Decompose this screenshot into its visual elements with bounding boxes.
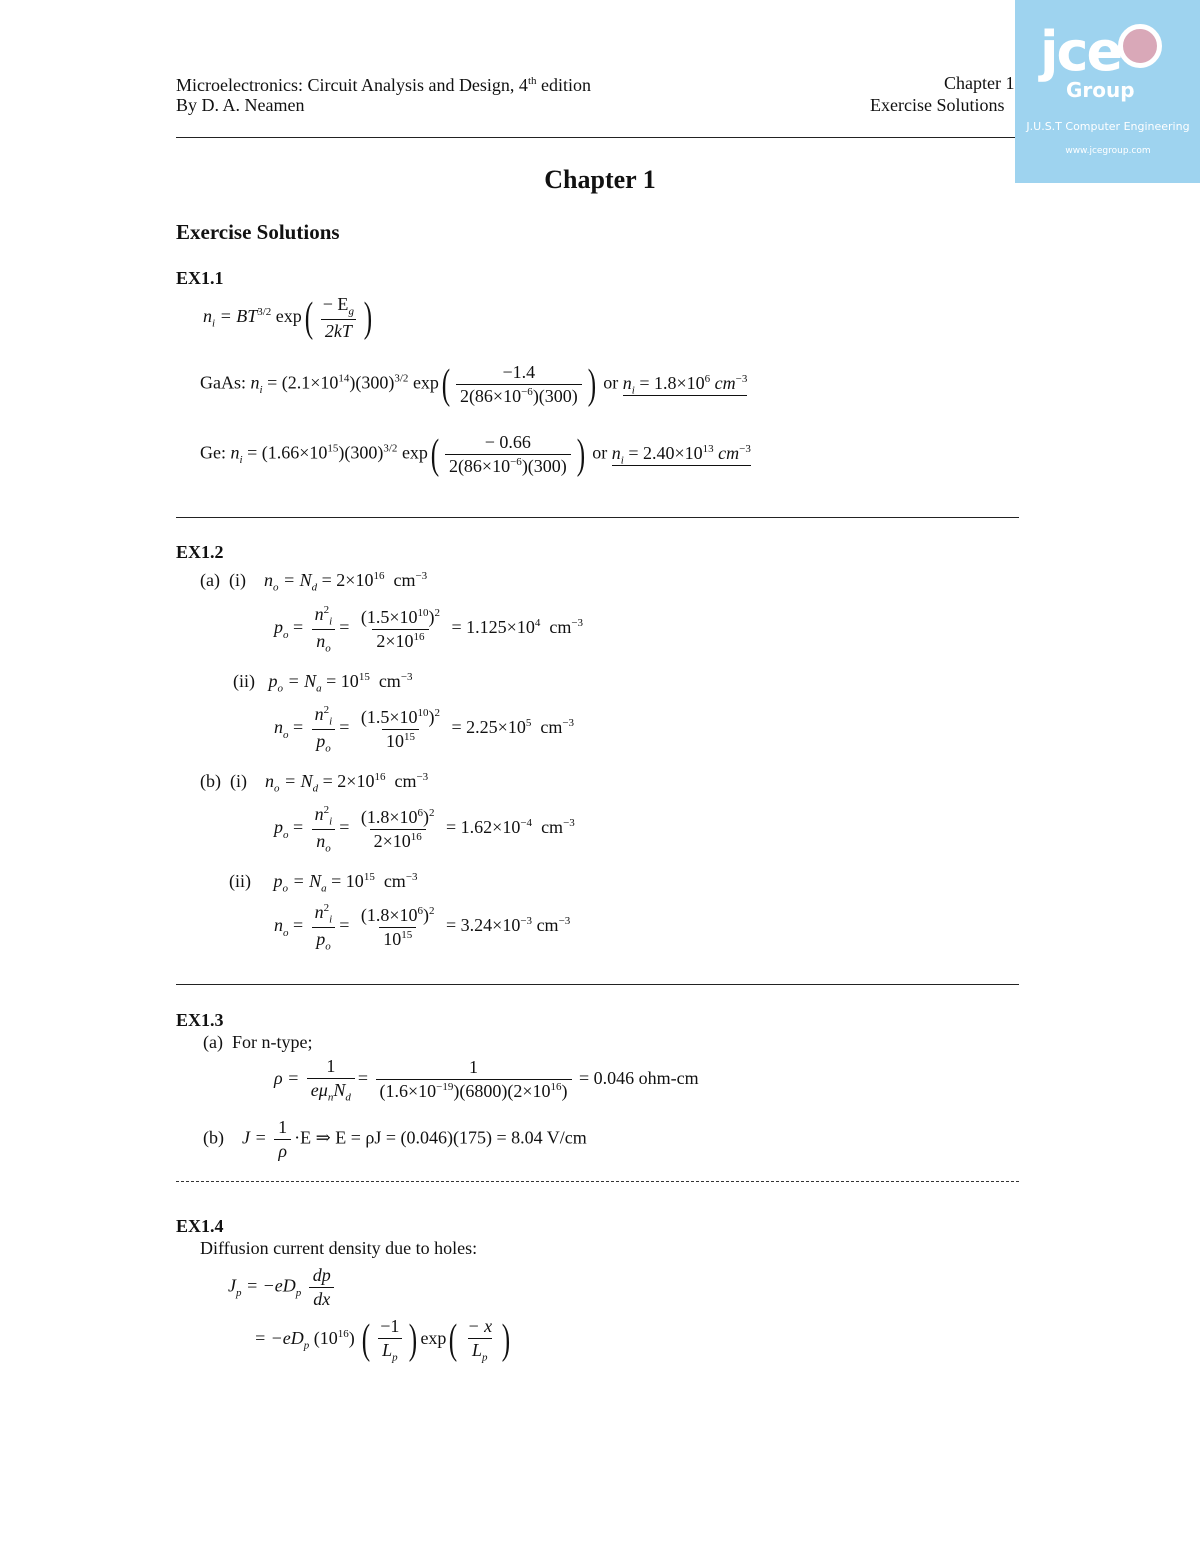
ex14-label: EX1.4	[176, 1216, 224, 1236]
ex12-a-ii-line1: (ii) $p_o = N_a = 10^{15}$ $cm^{-3}$	[233, 671, 413, 695]
ex13-a-text: (a) For n-type;	[203, 1032, 313, 1052]
divider-ex12	[176, 984, 1019, 985]
page-title: Chapter 1	[544, 165, 656, 194]
book-title: Microelectronics: Circuit Analysis and Design, 4th edition	[176, 75, 591, 95]
divider-ex11	[176, 517, 1019, 518]
section-label: Exercise Solutions	[870, 95, 1005, 115]
ex12-b-ii-line2: $n_o$ = $\frac{n^2_i}{p_o}$ = $\frac{(1.8\times 10^6)^2}{10^{15}}$ = $3.24\times 10^{-3}$ $cm^{-3}$	[274, 902, 571, 953]
ex12-b-i-line1: (b) (i) $n_o = N_d = 2\times 10^{16}$ $cm^{-3}$	[200, 771, 429, 795]
logo-subtitle: J.U.S.T Computer Engineering	[1026, 120, 1190, 133]
section-title: Exercise Solutions	[176, 220, 340, 244]
ex12-a-i-line2: $p_o$ = $\frac{n^2_i}{n_o}$ = $\frac{(1.5\times 10^{10})^2}{2\times 10^{16}}$ = $1.125\times 10^4$ $cm^{-3}$	[274, 604, 584, 655]
divider-ex13	[176, 1181, 1019, 1182]
ex13-b: (b) J = $\frac{1}{\rho}$ ·E ⇒ E = ρJ = (0.046)(175) = 8.04 V/cm	[203, 1117, 587, 1161]
ex14-eq2: = $-eD_p$ $(10^{16})$ ( $\frac{-1}{L_p}$ ) exp( $\frac{- x}{L_p}$ )	[254, 1316, 511, 1364]
logo-mark: jce	[1040, 20, 1122, 83]
author: By D. A. Neamen	[176, 95, 305, 115]
ex12-label: EX1.2	[176, 542, 224, 562]
ex12-a-i-line1: (a) (i) $n_o = N_d = 2\times 10^{16}$ $cm^{-3}$	[200, 570, 428, 594]
ex11-ge: Ge: $n_i = (1.66\times 10^{15})(300)^{3/2}$ exp( $\frac{- 0.66}{2(86\times 10^{-6})(300)}$ ) or $n_i = 2.40\times 10^{13}$ $cm^{-3}$	[200, 431, 751, 478]
chapter-label: Chapter 1	[944, 73, 1015, 93]
ex12-a-ii-line2: $n_o$ = $\frac{n^2_i}{p_o}$ = $\frac{(1.5\times 10^{10})^2}{10^{15}}$ = $2.25\times 10^5$ $cm^{-3}$	[274, 704, 575, 755]
ex12-b-i-line2: $p_o$ = $\frac{n^2_i}{n_o}$ = $\frac{(1.8\times 10^6)^2}{2\times 10^{16}}$ = $1.62\times 10^{-4}$ $cm^{-3}$	[274, 804, 575, 855]
ex11-gaas: GaAs: $n_i = (2.1\times 10^{14})(300)^{3/2}$ exp( $\frac{-1.4}{2(86\times 10^{-6})(300)}$ ) or $n_i = 1.8\times 10^6$ $cm^{-3}$	[200, 361, 748, 408]
logo-url: www.jcegroup.com	[1065, 146, 1151, 156]
ex13-label: EX1.3	[176, 1010, 224, 1030]
ex13-rho: ρ = $\frac{1}{e\mu_nN_d}$ = $\frac{1}{(1.6\times 10^{-19})(6800)(2\times 10^{16})}$ = 0.046 ohm-cm	[274, 1056, 699, 1104]
logo-emblem-icon	[1118, 24, 1162, 68]
logo-group-text: Group	[1066, 78, 1135, 102]
ex14-eq1: $J_p = -eD_p$ $\frac{dp}{dx}$	[228, 1265, 338, 1310]
ex11-formula: $n_i = BT^{3/2}$ exp( $\frac{- E_g}{2kT}$ )	[203, 294, 373, 341]
ex14-text: Diffusion current density due to holes:	[200, 1238, 478, 1258]
ex11-label: EX1.1	[176, 268, 224, 288]
ex12-b-ii-line1: (ii) $p_o = N_a = 10^{15}$ $cm^{-3}$	[229, 871, 418, 895]
header-divider	[176, 137, 1019, 138]
